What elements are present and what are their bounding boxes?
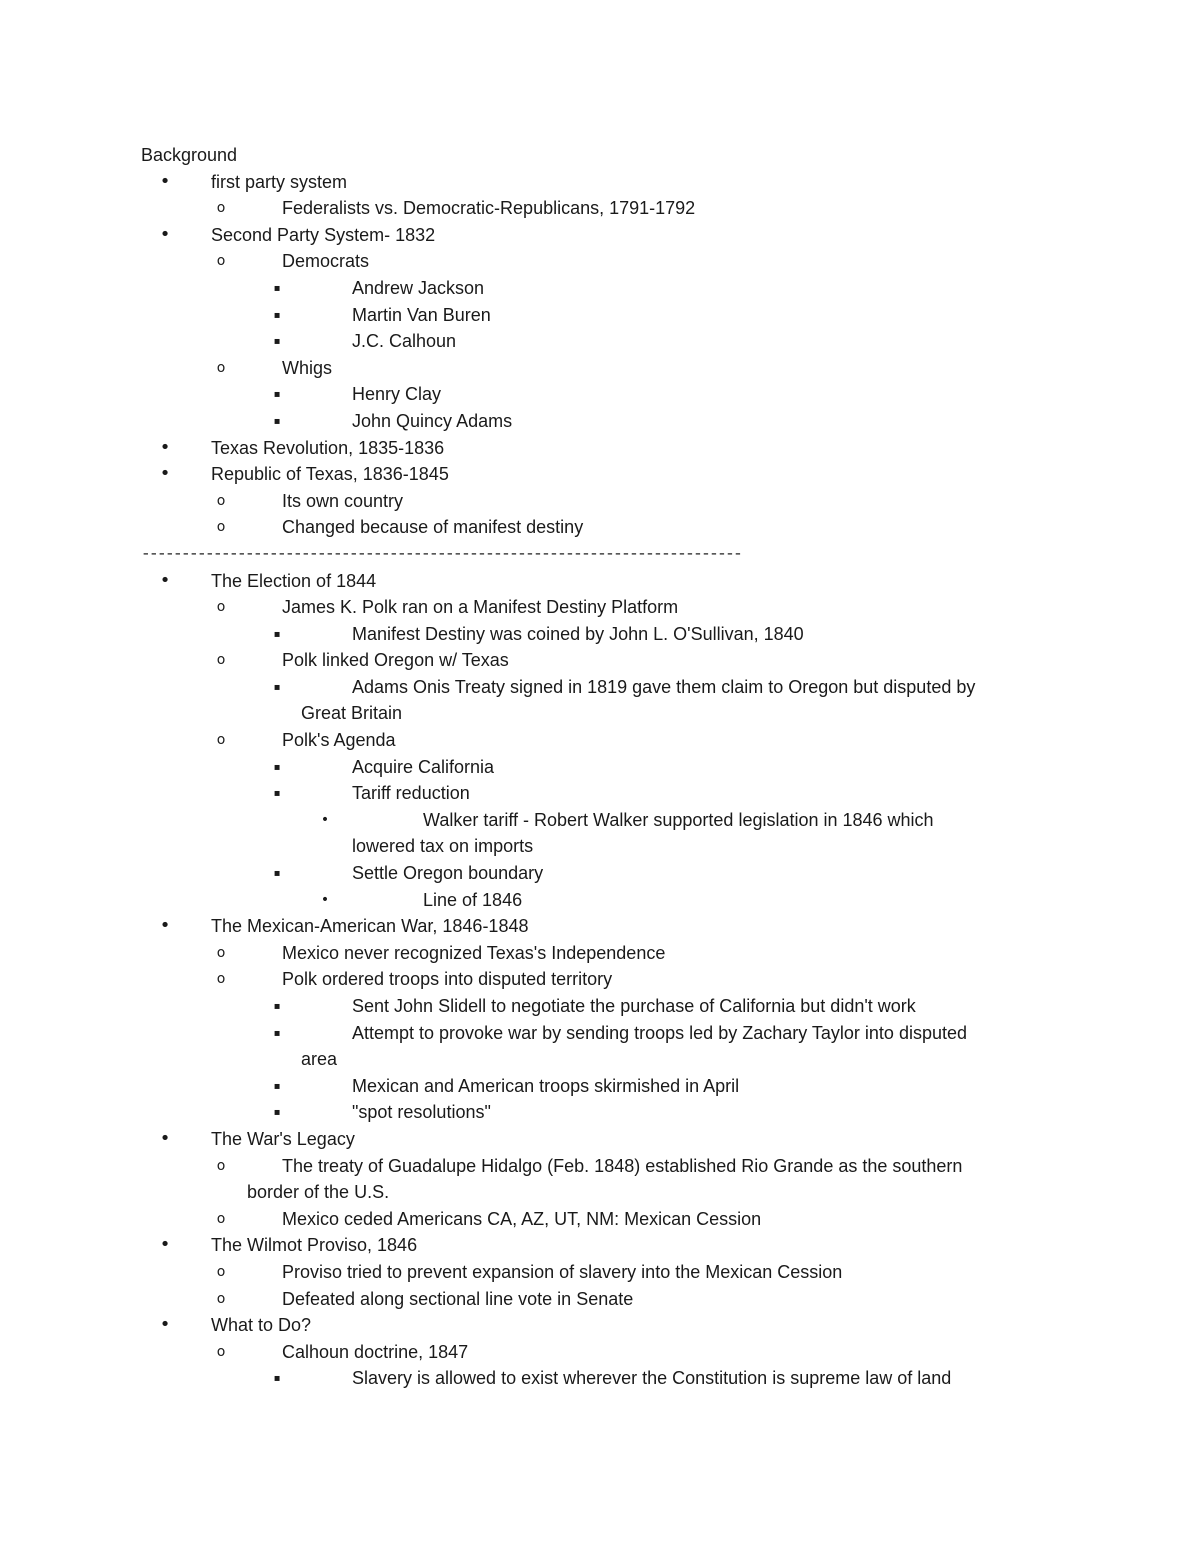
outline-item-text: first party system [211,171,348,192]
outline-item-level-3 [141,993,1061,1020]
outline-item-level-3 [141,1073,1061,1100]
bullet-icon: o [216,1263,226,1280]
outline-item-level-1 [141,1126,1061,1153]
outline-item-level-2 [141,355,1061,382]
bullet-icon: • [159,223,171,245]
outline-item-level-3 [141,621,1061,648]
bullet-icon: o [216,652,226,669]
bullet-icon: • [159,1314,171,1336]
outline-item-level-3 [141,328,1061,355]
outline-item-level-1 [141,222,1061,249]
bullet-icon: ▪ [273,868,281,880]
outline-item-text: Polk ordered troops into disputed territory [282,969,613,990]
outline-item-text: Settle Oregon boundary [352,863,544,884]
outline-item-text: Martin Van Buren [352,304,491,325]
outline-item-text: Adams Onis Treaty signed in 1819 gave them claim to Oregon but disputed by [352,676,976,697]
bullet-icon: • [159,1127,171,1149]
outline-item-level-3 [141,1020,1061,1047]
outline-item-text: The War's Legacy [211,1128,355,1149]
outline-item-level-3 [141,1365,1061,1392]
outline-item-text: Whigs [282,357,333,378]
outline-item-level-2 [141,488,1061,515]
bullet-icon: o [216,1290,226,1307]
outline-item-text: James K. Polk ran on a Manifest Destiny Platform [282,597,679,618]
bullet-icon: ▪ [273,1027,281,1039]
outline-item-text: Acquire California [352,756,495,777]
outline-item-text: J.C. Calhoun [352,331,457,352]
bullet-icon: ▪ [273,761,281,773]
outline-item-text: Mexico ceded Americans CA, AZ, UT, NM: Mexican Cession [282,1208,762,1229]
outline-item-continuation: Great Britain [301,703,403,724]
bullet-icon: ▪ [273,336,281,348]
outline-item-level-2 [141,1339,1061,1366]
bullet-icon: o [216,971,226,988]
bullet-icon: ▪ [273,309,281,321]
section-divider: --------------------------------------------------------------------------- [141,544,742,563]
bullet-icon: o [216,1210,226,1227]
outline-item-text: Sent John Slidell to negotiate the purchase of California but didn't work [352,996,916,1016]
outline-item-level-3 [141,381,1061,408]
bullet-icon: • [320,811,330,828]
bullet-icon: o [216,1343,226,1360]
outline-item-level-2 [141,940,1061,967]
outline-item-text: Federalists vs. Democratic-Republicans, 1791-1792 [282,198,696,219]
outline-item-text: The Mexican-American War, 1846-1848 [211,916,529,937]
outline-item-text: Manifest Destiny was coined by John L. O'Sullivan, 1840 [352,623,804,644]
outline-item-level-4 [141,887,1061,914]
bullet-icon: • [159,170,171,192]
outline-item-text: Tariff reduction [352,783,470,804]
outline-item-text: Defeated along sectional line vote in Senate [282,1288,634,1309]
outline-item-level-2 [141,1206,1061,1233]
outline-item-level-2 [141,1286,1061,1313]
bullet-icon: o [216,253,226,270]
outline-item-level-1 [141,913,1061,940]
outline-item-text: "spot resolutions" [352,1102,491,1123]
bullet-icon: ▪ [273,1001,281,1012]
outline-item-text: Democrats [282,251,370,272]
outline-item-text: Mexican and American troops skirmished in April [352,1075,740,1096]
bullet-icon: o [216,492,226,509]
bullet-icon: o [216,599,226,616]
outline-item-text: John Quincy Adams [352,410,513,431]
outline-item-level-2 [141,966,1061,993]
outline-item-level-2 [141,727,1061,754]
bullet-icon: ▪ [273,1080,281,1092]
outline-item-level-1 [141,461,1061,488]
outline-item-level-3 [141,1099,1061,1126]
bullet-icon: ▪ [273,1373,281,1385]
outline-item-text: Mexico never recognized Texas's Independence [282,942,666,963]
bullet-icon: o [216,944,226,961]
outline-item-level-3 [141,302,1061,329]
outline-item-text: Changed because of manifest destiny [282,517,584,538]
outline-item-continuation: area [301,1049,338,1070]
outline-item-level-1 [141,1232,1061,1259]
outline-item-level-3 [141,275,1061,302]
outline-item-continuation: border of the U.S. [247,1182,390,1203]
bullet-icon: o [216,200,226,217]
outline-item-level-4 [141,807,1061,834]
outline-item-text: Its own country [282,490,404,511]
bullet-icon: ▪ [273,788,281,800]
bullet-icon: • [159,463,171,485]
outline-item-text: The Wilmot Proviso, 1846 [211,1235,418,1256]
bullet-icon: • [159,1234,171,1256]
notes-body [141,142,1061,1392]
outline-item-level-1 [141,435,1061,462]
bullet-icon: o [216,519,226,536]
outline-item-level-2 [141,647,1061,674]
outline-item-level-3 [141,860,1061,887]
outline-item-text: Texas Revolution, 1835-1836 [211,437,445,458]
bullet-icon: ▪ [273,389,281,401]
bullet-icon: o [216,359,226,376]
outline-item-level-2 [141,1259,1061,1286]
outline-item-level-2 [141,195,1061,222]
outline-item-text: Henry Clay [352,384,442,405]
bullet-icon: o [216,732,226,749]
bullet-icon: ▪ [273,282,281,294]
outline-item-text: Andrew Jackson [352,277,485,298]
outline-item-level-3 [141,754,1061,781]
outline-item-level-3 [141,780,1061,807]
outline-item-text: Slavery is allowed to exist wherever the Constitution is supreme law of land [352,1368,952,1389]
outline-item-text: What to Do? [211,1315,312,1336]
outline-item-text: Polk's Agenda [282,730,396,751]
outline-item-text: Line of 1846 [423,889,523,910]
outline-item-text: Calhoun doctrine, 1847 [282,1341,469,1362]
outline-item-level-1 [141,1312,1061,1339]
section-heading: Background [141,145,238,165]
outline-item-text: The treaty of Guadalupe Hidalgo (Feb. 1848) established Rio Grande as the southern [282,1155,963,1176]
outline-item-text: Polk linked Oregon w/ Texas [282,650,509,671]
outline-item-text: Republic of Texas, 1836-1845 [211,464,449,485]
outline-item-level-3 [141,674,1061,701]
bullet-icon: • [159,915,171,937]
outline-item-text: Attempt to provoke war by sending troops led by Zachary Taylor into disputed [352,1022,967,1043]
bullet-icon: ▪ [273,1107,281,1119]
outline-item-level-1 [141,169,1061,196]
outline-item-level-2 [141,1153,1061,1180]
outline-item-level-2 [141,594,1061,621]
outline-item-text: The Election of 1844 [211,570,377,591]
bullet-icon: ▪ [273,628,281,640]
bullet-icon: • [320,891,330,908]
outline-item-text: Proviso tried to prevent expansion of slavery into the Mexican Cession [282,1261,843,1282]
outline-item-level-1 [141,568,1061,595]
outline-item-text: Second Party System- 1832 [211,224,436,245]
outline-item-level-2 [141,248,1061,275]
bullet-icon: ▪ [273,681,281,693]
outline-item-continuation: lowered tax on imports [352,836,534,857]
outline-item-level-3 [141,408,1061,435]
outline-item-level-2 [141,514,1061,541]
bullet-icon: • [159,569,171,591]
bullet-icon: ▪ [273,415,281,427]
bullet-icon: • [159,436,171,458]
bullet-icon: o [216,1157,226,1174]
outline-item-text: Walker tariff - Robert Walker supported legislation in 1846 which [423,809,934,830]
